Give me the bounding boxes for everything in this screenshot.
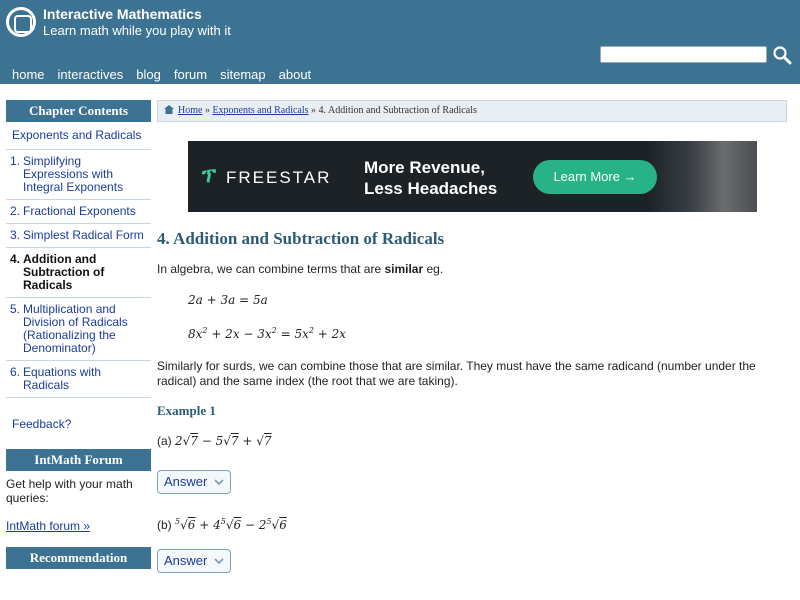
- search-input[interactable]: [600, 46, 767, 63]
- feedback-link[interactable]: Feedback?: [12, 417, 72, 431]
- part-b-label: (b): [157, 518, 172, 532]
- forum-link[interactable]: IntMath forum »: [6, 519, 91, 533]
- breadcrumb-separator: »: [202, 105, 213, 116]
- forum-description: Get help with your math queries:: [6, 477, 133, 505]
- toc-num: 6.: [10, 365, 21, 379]
- ad-headline-line2: Less Headaches: [364, 179, 498, 198]
- toc-item-6[interactable]: [6, 361, 151, 398]
- toc-item-5[interactable]: [6, 298, 151, 361]
- toc-chapter-link[interactable]: Exponents and Radicals: [12, 128, 142, 142]
- main-nav: [12, 67, 324, 82]
- toc-num: 4.: [10, 252, 21, 266]
- toc-chapter-title[interactable]: [6, 122, 151, 150]
- nav-about[interactable]: about: [278, 67, 312, 82]
- page-title: 4. Addition and Subtraction of Radicals: [157, 229, 445, 248]
- forum-heading: IntMath Forum: [6, 449, 151, 471]
- toc-label: Multiplication and Division of Radicals (Rationalizing the Denominator): [23, 302, 128, 355]
- toc-num: 5.: [10, 302, 21, 316]
- answer-button-a[interactable]: [157, 470, 231, 494]
- site-tagline: Learn math while you play with it: [43, 23, 231, 38]
- toc-label: Addition and Subtraction of Radicals: [23, 252, 105, 292]
- nav-sitemap[interactable]: sitemap: [220, 67, 266, 82]
- toc-link-2[interactable]: [10, 205, 147, 218]
- intmath-logo-icon[interactable]: [6, 7, 36, 37]
- sidebar: [6, 100, 151, 569]
- chevron-down-icon: [214, 477, 224, 487]
- ad-learn-more-button[interactable]: Learn More →: [533, 160, 657, 194]
- ad-headline-line1: More Revenue,: [364, 158, 485, 177]
- search-icon[interactable]: [772, 45, 792, 65]
- toc-item-2[interactable]: [6, 200, 151, 224]
- part-a-expression: 2√7 − 5√7 + √7: [175, 434, 272, 448]
- toc-link-1[interactable]: [10, 155, 147, 194]
- recommendation-heading: Recommendation: [6, 547, 151, 569]
- toc-link-3[interactable]: [10, 229, 147, 242]
- intro-paragraph: [157, 262, 787, 277]
- home-icon[interactable]: [164, 105, 174, 114]
- freestar-logo-icon: ፕ: [202, 165, 217, 187]
- ad-photo: [647, 141, 757, 212]
- example-heading: Example 1: [157, 403, 216, 418]
- intro-bold: similar: [384, 262, 424, 276]
- answer-label: Answer: [164, 553, 208, 568]
- chapter-contents-heading: Chapter Contents: [6, 100, 151, 122]
- intro-text: In algebra, we can combine terms that are: [157, 262, 385, 276]
- answer-label: Answer: [164, 474, 208, 489]
- toc-num: 1.: [10, 154, 21, 168]
- chevron-down-icon: [214, 556, 224, 566]
- toc-label: Fractional Exponents: [23, 204, 136, 218]
- toc-label: Simplest Radical Form: [23, 228, 144, 242]
- site-header: [0, 0, 800, 84]
- chapter-toc: [6, 122, 151, 398]
- breadcrumb: [157, 100, 787, 122]
- nav-home[interactable]: home: [12, 67, 45, 82]
- breadcrumb-current: » 4. Addition and Subtraction of Radicals: [308, 105, 477, 116]
- toc-num: 2.: [10, 204, 21, 218]
- nav-interactives[interactable]: interactives: [57, 67, 124, 82]
- surds-paragraph: Similarly for surds, we can combine those that are similar. They must have the same radicand (number under the radical) and the same index (the root that we are taking).: [157, 359, 756, 388]
- toc-link-5[interactable]: [10, 303, 147, 355]
- toc-num: 3.: [10, 228, 21, 242]
- example-part-b: [157, 514, 787, 533]
- toc-item-3[interactable]: [6, 224, 151, 248]
- site-title[interactable]: Interactive Mathematics: [43, 6, 202, 22]
- example-part-a: [157, 434, 787, 449]
- part-b-expression: $^5√6 + 4^5√6 - 2^5√6$: [175, 517, 287, 532]
- nav-blog[interactable]: blog: [136, 67, 161, 82]
- breadcrumb-chapter[interactable]: Exponents and Radicals: [212, 105, 309, 116]
- answer-button-b[interactable]: [157, 549, 231, 573]
- equation-2: $8x^2 + 2x - 3x^2 = 5x^2 + 2x$: [188, 326, 347, 341]
- nav-forum[interactable]: forum: [173, 67, 208, 82]
- toc-item-4-current: [6, 248, 151, 298]
- toc-link-6[interactable]: [10, 366, 147, 392]
- toc-label: Equations with Radicals: [23, 365, 102, 392]
- advertisement-banner[interactable]: [188, 141, 757, 212]
- breadcrumb-home[interactable]: Home: [178, 105, 203, 116]
- toc-label: Simplifying Expressions with Integral Exponents: [23, 154, 124, 194]
- equation-1: 2a + 3a = 5a: [188, 293, 268, 307]
- ad-headline: [364, 157, 497, 199]
- toc-item-1[interactable]: [6, 150, 151, 200]
- part-a-label: (a): [157, 434, 172, 448]
- intro-suffix: eg.: [423, 262, 444, 276]
- ad-brand: FREESTAR: [226, 168, 332, 187]
